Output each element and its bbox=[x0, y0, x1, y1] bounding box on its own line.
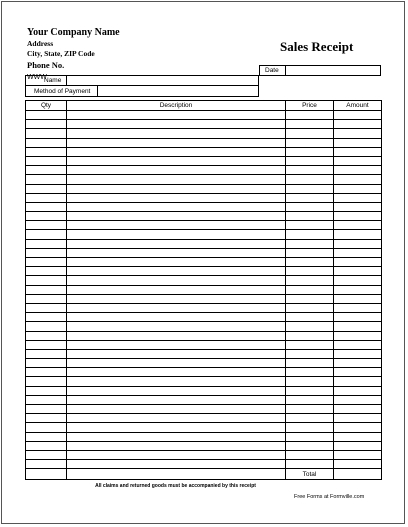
qty-cell[interactable] bbox=[26, 377, 67, 386]
amount-cell[interactable] bbox=[334, 138, 382, 147]
amount-cell[interactable] bbox=[334, 405, 382, 414]
qty-cell[interactable] bbox=[26, 331, 67, 340]
amount-cell[interactable] bbox=[334, 267, 382, 276]
price-cell[interactable] bbox=[286, 359, 334, 368]
table-row bbox=[26, 193, 382, 202]
qty-cell[interactable] bbox=[26, 414, 67, 423]
amount-cell[interactable] bbox=[334, 258, 382, 267]
description-cell[interactable] bbox=[67, 138, 286, 147]
price-cell[interactable] bbox=[286, 349, 334, 358]
amount-cell[interactable] bbox=[334, 377, 382, 386]
table-header-row bbox=[26, 101, 382, 111]
company-name: Your Company Name bbox=[27, 27, 120, 38]
table-row bbox=[26, 276, 382, 285]
qty-cell[interactable] bbox=[26, 212, 67, 221]
price-cell[interactable] bbox=[286, 331, 334, 340]
amount-cell[interactable] bbox=[334, 331, 382, 340]
amount-cell[interactable] bbox=[334, 450, 382, 459]
qty-cell[interactable] bbox=[26, 303, 67, 312]
company-web: WWW bbox=[27, 74, 47, 81]
amount-cell[interactable] bbox=[334, 166, 382, 175]
amount-cell[interactable] bbox=[334, 313, 382, 322]
price-cell[interactable] bbox=[286, 138, 334, 147]
table-row bbox=[26, 405, 382, 414]
price-cell[interactable] bbox=[286, 276, 334, 285]
qty-cell[interactable] bbox=[26, 202, 67, 211]
header-price: Price bbox=[286, 101, 334, 111]
amount-cell[interactable] bbox=[334, 395, 382, 404]
qty-cell[interactable] bbox=[26, 258, 67, 267]
table-row bbox=[26, 175, 382, 184]
date-label: Date bbox=[265, 67, 279, 74]
price-cell[interactable] bbox=[286, 248, 334, 257]
description-cell[interactable] bbox=[67, 386, 286, 395]
date-field[interactable] bbox=[285, 65, 381, 76]
qty-cell[interactable] bbox=[26, 276, 67, 285]
page-title: Sales Receipt bbox=[280, 39, 354, 54]
price-cell[interactable] bbox=[286, 395, 334, 404]
qty-cell[interactable] bbox=[26, 294, 67, 303]
table-row bbox=[26, 129, 382, 138]
amount-cell[interactable] bbox=[334, 359, 382, 368]
price-cell[interactable] bbox=[286, 386, 334, 395]
description-cell[interactable] bbox=[67, 221, 286, 230]
amount-cell[interactable] bbox=[334, 386, 382, 395]
payment-label-box bbox=[25, 85, 98, 97]
price-cell[interactable] bbox=[286, 432, 334, 441]
payment-label: Method of Payment bbox=[34, 88, 91, 95]
description-cell[interactable] bbox=[67, 450, 286, 459]
amount-cell[interactable] bbox=[334, 322, 382, 331]
amount-cell[interactable] bbox=[334, 441, 382, 450]
price-cell[interactable] bbox=[286, 239, 334, 248]
price-cell[interactable] bbox=[286, 303, 334, 312]
table-row bbox=[26, 166, 382, 175]
description-cell[interactable] bbox=[67, 313, 286, 322]
amount-cell[interactable] bbox=[334, 111, 382, 120]
table-row bbox=[26, 349, 382, 358]
table-row bbox=[26, 111, 382, 120]
header-qty: Qty bbox=[26, 101, 67, 111]
amount-cell[interactable] bbox=[334, 423, 382, 432]
price-cell[interactable] bbox=[286, 193, 334, 202]
table-row bbox=[26, 331, 382, 340]
company-block bbox=[27, 27, 120, 82]
qty-cell[interactable] bbox=[26, 138, 67, 147]
price-cell[interactable] bbox=[286, 423, 334, 432]
description-cell[interactable] bbox=[67, 212, 286, 221]
amount-cell[interactable] bbox=[334, 184, 382, 193]
price-cell[interactable] bbox=[286, 460, 334, 469]
price-cell[interactable] bbox=[286, 294, 334, 303]
amount-cell[interactable] bbox=[334, 340, 382, 349]
qty-cell[interactable] bbox=[26, 267, 67, 276]
qty-cell[interactable] bbox=[26, 313, 67, 322]
table-row bbox=[26, 230, 382, 239]
description-cell[interactable] bbox=[67, 239, 286, 248]
table-row bbox=[26, 386, 382, 395]
price-cell[interactable] bbox=[286, 258, 334, 267]
qty-cell[interactable] bbox=[26, 120, 67, 129]
amount-cell[interactable] bbox=[334, 303, 382, 312]
description-cell[interactable] bbox=[67, 156, 286, 165]
amount-cell[interactable] bbox=[334, 460, 382, 469]
description-cell[interactable] bbox=[67, 285, 286, 294]
total-desc-cell bbox=[67, 469, 286, 480]
payment-field[interactable] bbox=[97, 85, 259, 97]
description-cell[interactable] bbox=[67, 129, 286, 138]
amount-cell[interactable] bbox=[334, 230, 382, 239]
amount-cell[interactable] bbox=[334, 175, 382, 184]
table-row bbox=[26, 414, 382, 423]
description-cell[interactable] bbox=[67, 166, 286, 175]
company-address: Address bbox=[27, 39, 54, 48]
description-cell[interactable] bbox=[67, 349, 286, 358]
description-cell[interactable] bbox=[67, 414, 286, 423]
amount-cell[interactable] bbox=[334, 156, 382, 165]
table-row bbox=[26, 377, 382, 386]
price-cell[interactable] bbox=[286, 221, 334, 230]
amount-cell[interactable] bbox=[334, 248, 382, 257]
description-cell[interactable] bbox=[67, 202, 286, 211]
table-row bbox=[26, 248, 382, 257]
price-cell[interactable] bbox=[286, 166, 334, 175]
table-row bbox=[26, 285, 382, 294]
total-amount-cell[interactable] bbox=[334, 469, 382, 480]
table-row bbox=[26, 313, 382, 322]
description-cell[interactable] bbox=[67, 441, 286, 450]
qty-cell[interactable] bbox=[26, 359, 67, 368]
qty-cell[interactable] bbox=[26, 349, 67, 358]
qty-cell[interactable] bbox=[26, 441, 67, 450]
qty-cell[interactable] bbox=[26, 248, 67, 257]
total-label: Total bbox=[286, 469, 334, 480]
total-row bbox=[26, 469, 382, 480]
qty-cell[interactable] bbox=[26, 285, 67, 294]
price-cell[interactable] bbox=[286, 267, 334, 276]
amount-cell[interactable] bbox=[334, 294, 382, 303]
description-cell[interactable] bbox=[67, 267, 286, 276]
description-cell[interactable] bbox=[67, 405, 286, 414]
amount-cell[interactable] bbox=[334, 368, 382, 377]
qty-cell[interactable] bbox=[26, 184, 67, 193]
table-row bbox=[26, 138, 382, 147]
amount-cell[interactable] bbox=[334, 147, 382, 156]
description-cell[interactable] bbox=[67, 359, 286, 368]
qty-cell[interactable] bbox=[26, 405, 67, 414]
price-cell[interactable] bbox=[286, 120, 334, 129]
price-cell[interactable] bbox=[286, 212, 334, 221]
table-row bbox=[26, 303, 382, 312]
table-row bbox=[26, 156, 382, 165]
table-row bbox=[26, 212, 382, 221]
qty-cell[interactable] bbox=[26, 423, 67, 432]
price-cell[interactable] bbox=[286, 285, 334, 294]
table-row bbox=[26, 184, 382, 193]
table-row bbox=[26, 294, 382, 303]
description-cell[interactable] bbox=[67, 395, 286, 404]
description-cell[interactable] bbox=[67, 340, 286, 349]
table-row bbox=[26, 368, 382, 377]
total-qty-cell bbox=[26, 469, 67, 480]
description-cell[interactable] bbox=[67, 258, 286, 267]
qty-cell[interactable] bbox=[26, 432, 67, 441]
description-cell[interactable] bbox=[67, 322, 286, 331]
company-phone: Phone No. bbox=[27, 60, 65, 70]
table-row bbox=[26, 267, 382, 276]
table-row bbox=[26, 147, 382, 156]
price-cell[interactable] bbox=[286, 450, 334, 459]
amount-cell[interactable] bbox=[334, 285, 382, 294]
table-row bbox=[26, 120, 382, 129]
qty-cell[interactable] bbox=[26, 322, 67, 331]
table-row bbox=[26, 202, 382, 211]
qty-cell[interactable] bbox=[26, 111, 67, 120]
description-cell[interactable] bbox=[67, 111, 286, 120]
description-cell[interactable] bbox=[67, 276, 286, 285]
description-cell[interactable] bbox=[67, 368, 286, 377]
description-cell[interactable] bbox=[67, 230, 286, 239]
qty-cell[interactable] bbox=[26, 156, 67, 165]
table-row bbox=[26, 423, 382, 432]
qty-cell[interactable] bbox=[26, 368, 67, 377]
qty-cell[interactable] bbox=[26, 239, 67, 248]
description-cell[interactable] bbox=[67, 423, 286, 432]
qty-cell[interactable] bbox=[26, 386, 67, 395]
table-row bbox=[26, 258, 382, 267]
items-table bbox=[25, 100, 382, 480]
header-description: Description bbox=[67, 101, 286, 111]
price-cell[interactable] bbox=[286, 202, 334, 211]
table-row bbox=[26, 395, 382, 404]
amount-cell[interactable] bbox=[334, 239, 382, 248]
price-cell[interactable] bbox=[286, 313, 334, 322]
qty-cell[interactable] bbox=[26, 166, 67, 175]
table-row bbox=[26, 221, 382, 230]
footnote: All claims and returned goods must be accompanied by this receipt bbox=[95, 483, 256, 489]
table-row bbox=[26, 239, 382, 248]
price-cell[interactable] bbox=[286, 129, 334, 138]
header-amount: Amount bbox=[334, 101, 382, 111]
description-cell[interactable] bbox=[67, 193, 286, 202]
amount-cell[interactable] bbox=[334, 221, 382, 230]
amount-cell[interactable] bbox=[334, 432, 382, 441]
credit-text: Free Forms at Formville.com bbox=[294, 494, 365, 500]
price-cell[interactable] bbox=[286, 322, 334, 331]
price-cell[interactable] bbox=[286, 340, 334, 349]
description-cell[interactable] bbox=[67, 184, 286, 193]
description-cell[interactable] bbox=[67, 460, 286, 469]
qty-cell[interactable] bbox=[26, 193, 67, 202]
amount-cell[interactable] bbox=[334, 212, 382, 221]
qty-cell[interactable] bbox=[26, 175, 67, 184]
qty-cell[interactable] bbox=[26, 221, 67, 230]
amount-cell[interactable] bbox=[334, 129, 382, 138]
description-cell[interactable] bbox=[67, 294, 286, 303]
qty-cell[interactable] bbox=[26, 460, 67, 469]
price-cell[interactable] bbox=[286, 230, 334, 239]
amount-cell[interactable] bbox=[334, 193, 382, 202]
amount-cell[interactable] bbox=[334, 120, 382, 129]
amount-cell[interactable] bbox=[334, 349, 382, 358]
price-cell[interactable] bbox=[286, 147, 334, 156]
price-cell[interactable] bbox=[286, 156, 334, 165]
price-cell[interactable] bbox=[286, 441, 334, 450]
description-cell[interactable] bbox=[67, 175, 286, 184]
qty-cell[interactable] bbox=[26, 129, 67, 138]
company-city: City, State, ZIP Code bbox=[27, 49, 95, 58]
description-cell[interactable] bbox=[67, 248, 286, 257]
qty-cell[interactable] bbox=[26, 340, 67, 349]
amount-cell[interactable] bbox=[334, 414, 382, 423]
price-cell[interactable] bbox=[286, 175, 334, 184]
description-cell[interactable] bbox=[67, 331, 286, 340]
qty-cell[interactable] bbox=[26, 147, 67, 156]
qty-cell[interactable] bbox=[26, 395, 67, 404]
date-label-box bbox=[259, 65, 286, 76]
name-label: Name bbox=[44, 77, 62, 84]
description-cell[interactable] bbox=[67, 432, 286, 441]
qty-cell[interactable] bbox=[26, 230, 67, 239]
price-cell[interactable] bbox=[286, 414, 334, 423]
table-row bbox=[26, 460, 382, 469]
amount-cell[interactable] bbox=[334, 276, 382, 285]
amount-cell[interactable] bbox=[334, 202, 382, 211]
table-row bbox=[26, 359, 382, 368]
table-row bbox=[26, 322, 382, 331]
description-cell[interactable] bbox=[67, 147, 286, 156]
price-cell[interactable] bbox=[286, 184, 334, 193]
price-cell[interactable] bbox=[286, 377, 334, 386]
table-row bbox=[26, 441, 382, 450]
description-cell[interactable] bbox=[67, 303, 286, 312]
table-row bbox=[26, 340, 382, 349]
description-cell[interactable] bbox=[67, 377, 286, 386]
price-cell[interactable] bbox=[286, 111, 334, 120]
price-cell[interactable] bbox=[286, 368, 334, 377]
table-row bbox=[26, 432, 382, 441]
table-row bbox=[26, 450, 382, 459]
qty-cell[interactable] bbox=[26, 450, 67, 459]
description-cell[interactable] bbox=[67, 120, 286, 129]
price-cell[interactable] bbox=[286, 405, 334, 414]
